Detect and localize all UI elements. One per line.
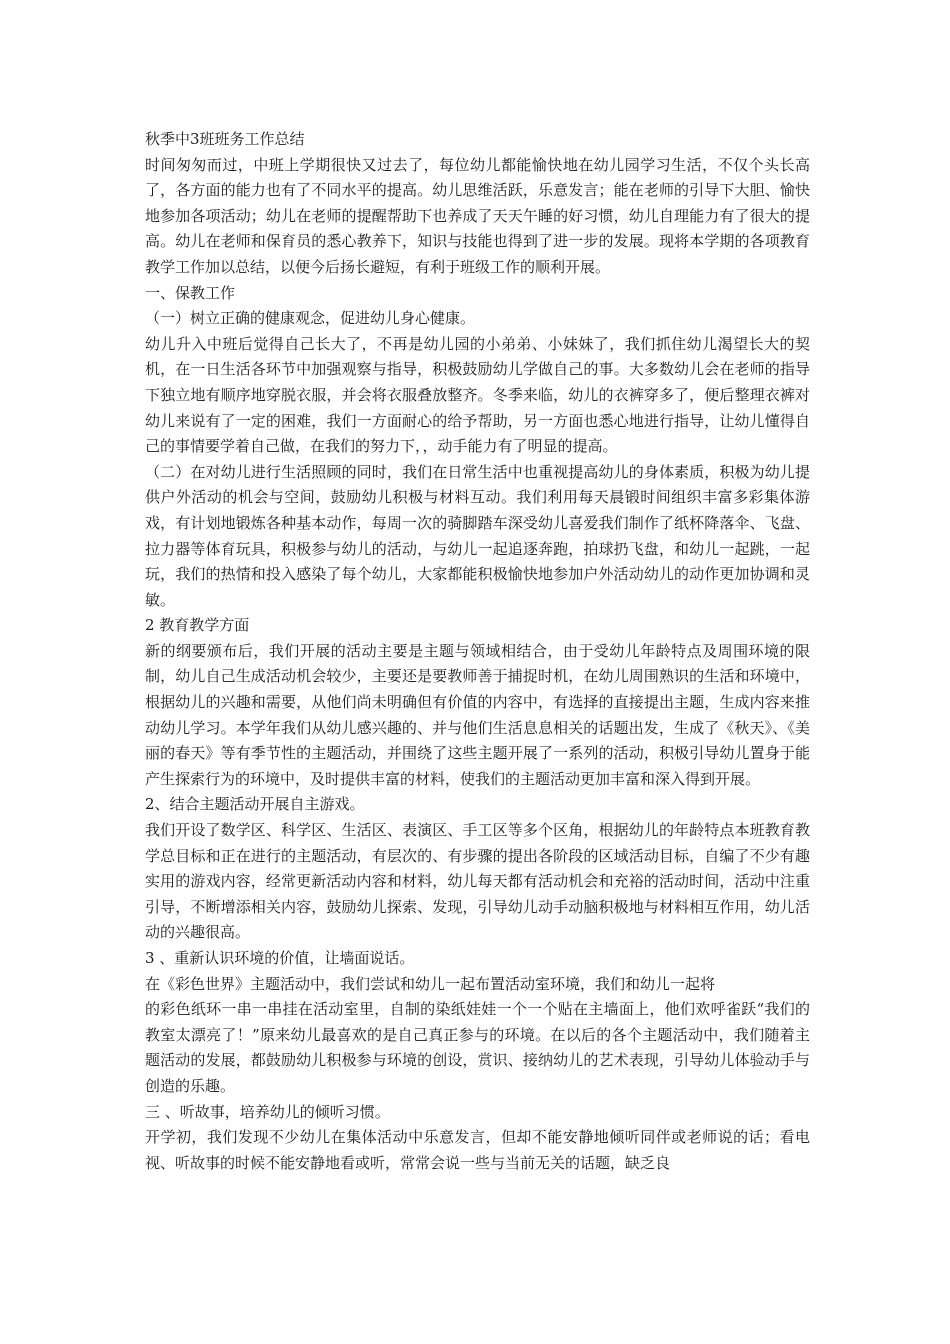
paragraph-listening: 开学初，我们发现不少幼儿在集体活动中乐意发言，但却不能安静地倾听同伴或老师说的话；看电视、听故事的时候不能安静地看或听，常常会说一些与当前无关的话题，缺乏良 [145, 1128, 810, 1172]
paragraph-area-corners: 我们开设了数学区、科学区、生活区、表演区、手工区等多个区角，根据幼儿的年龄特点本班教育教学总目标和正在进行的主题活动，有层次的、有步骤的提出各阶段的区域活动目标，自编了不少有趣实用的游戏内容，经常更新活动内容和材料，幼儿每天都有活动机会和充裕的活动时间，活动中注重引导，不断增添相关内容，鼓励幼儿探索、发现，引导幼儿动手动脑积极地与材料相互作用，幼儿活动的兴趣很高。 [145, 821, 810, 942]
subsection-heading-health: （一）树立正确的健康观念，促进幼儿身心健康。 [145, 309, 476, 328]
paragraph-colorful-world-line1: 在《彩色世界》主题活动中，我们尝试和幼儿一起布置活动室环境，我们和幼儿一起将 [145, 974, 716, 993]
subsection-heading-free-play: 2、结合主题活动开展自主游戏。 [145, 795, 365, 814]
intro-paragraph: 时间匆匆而过，中班上学期很快又过去了，每位幼儿都能愉快地在幼儿园学习生活，不仅个头长高了，各方面的能力也有了不同水平的提高。幼儿思维活跃，乐意发言；能在老师的引导下大胆、愉快地参加各项活动；幼儿在老师的提醒帮助下也养成了天天午睡的好习惯，幼儿自理能力有了很大的提高。幼儿在老师和保育员的悉心教养下，知识与技能也得到了进一步的发展。现将本学期的各项教育教学工作加以总结，以便今后扬长避短，有利于班级工作的顺利开展。 [145, 155, 810, 276]
paragraph-self-care: 幼儿升入中班后觉得自己长大了，不再是幼儿园的小弟弟、小妹妹了，我们抓住幼儿渴望长大的契机，在一日生活各环节中加强观察与指导，积极鼓励幼儿学做自己的事。大多数幼儿会在老师的指导下独立地有顺序地穿脱衣服，并会将衣服叠放整齐。冬季来临，幼儿的衣裤穿多了，便后整理衣裤对幼儿来说有了一定的困难，我们一方面耐心的给予帮助，另一方面也悉心地进行指导，让幼儿懂得自己的事情要学着自己做，在我们的努力下，，动手能力有了明显的提高。 [145, 334, 810, 456]
section-heading-listening: 三 、听故事，培养幼儿的倾听习惯。 [145, 1102, 390, 1121]
subsection-heading-environment: 3 、重新认识环境的价值，让墙面说话。 [145, 949, 415, 967]
paragraph-physical-activity: （二）在对幼儿进行生活照顾的同时，我们在日常生活中也重视提高幼儿的身体素质，积极为幼儿提供户外活动的机会与空间，鼓励幼儿积极与材料互动。我们利用每天晨锻时间组织丰富多彩集体游戏，有计划地锻炼各种基本动作，每周一次的骑脚踏车深受幼儿喜爱我们制作了纸杯降落伞、飞盘、拉力器等体育玩具，积极参与幼儿的活动，与幼儿一起追逐奔跑，拍球扔飞盘，和幼儿一起跳，一起玩，我们的热情和投入感染了每个幼儿，大家都能积极愉快地参加户外活动幼儿的动作更加协调和灵敏。 [145, 462, 810, 609]
document-title: 秋季中3班班务工作总结 [145, 130, 305, 148]
section-heading-teaching: 2 教育教学方面 [145, 616, 250, 635]
document-page [145, 127, 810, 1176]
paragraph-theme-activities: 新的纲要颁布后，我们开展的活动主要是主题与领域相结合，由于受幼儿年龄特点及周围环境的限制，幼儿自己生成活动机会较少，主要还是要教师善于捕捉时机，在幼儿周围熟识的生活和环境中，根据幼儿的兴趣和需要，从他们尚未明确但有价值的内容中，有选择的直接提出主题，生成内容来推动幼儿学习。本学年我们从幼儿感兴趣的、并与他们生活息息相关的话题出发，生成了《秋天》、《美丽的春天》等有季节性的主题活动，并围绕了这些主题开展了一系列的活动，积极引导幼儿置身于能产生探索行为的环境中，及时提供丰富的材料，使我们的主题活动更加丰富和深入得到开展。 [145, 641, 810, 788]
paragraph-colorful-world-rest: 的彩色纸环一串一串挂在活动室里，自制的染纸娃娃一个一个贴在主墙面上，他们欢呼雀跃“我们的教室太漂亮了！”原来幼儿最喜欢的是自己真正参与的环境。在以后的各个主题活动中，我们随着主题活动的发展，都鼓励幼儿积极参与环境的创设，赏识、接纳幼儿的艺术表现，引导幼儿体验动手与创造的乐趣。 [145, 1000, 810, 1095]
section-heading-care-education: 一、保教工作 [145, 283, 236, 302]
